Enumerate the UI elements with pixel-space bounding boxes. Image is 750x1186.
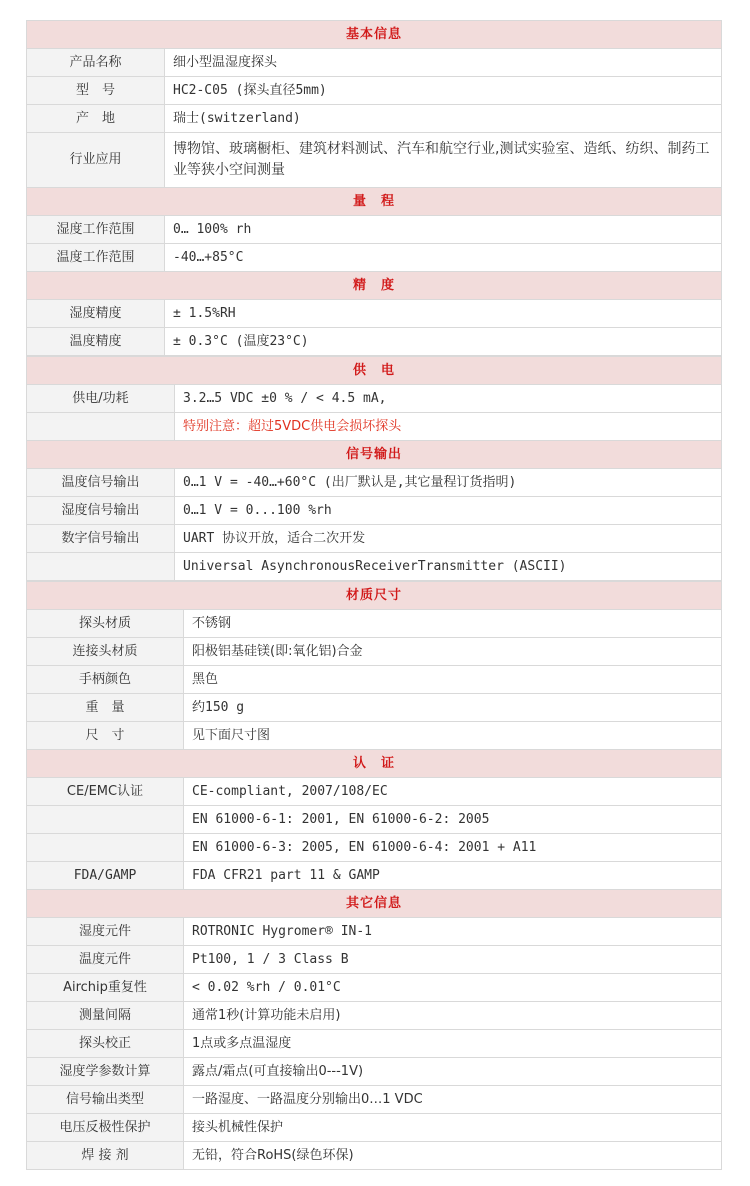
row-value: 细小型温湿度探头 (165, 49, 722, 77)
row-value: Pt100, 1 / 3 Class B (184, 946, 722, 974)
row-label-empty (27, 553, 175, 581)
row-label: CE/EMC认证 (27, 778, 184, 806)
table-row (27, 722, 722, 750)
table-row (27, 244, 722, 272)
row-value: 无铅，符合RoHS(绿色环保) (184, 1142, 722, 1170)
table-row (27, 77, 722, 105)
row-value: ± 0.3°C (温度23°C) (165, 328, 722, 356)
table-row (27, 974, 722, 1002)
row-label: 湿度信号输出 (27, 497, 175, 525)
table-row (27, 806, 722, 834)
row-value: 不锈钢 (184, 610, 722, 638)
table-row (27, 1030, 722, 1058)
table-row (27, 666, 722, 694)
row-label: 焊 接 剂 (27, 1142, 184, 1170)
table-row (27, 834, 722, 862)
row-value: 0… 100% rh (165, 216, 722, 244)
basic-info-table (26, 20, 722, 356)
row-label: 测量间隔 (27, 1002, 184, 1030)
table-row (27, 1002, 722, 1030)
table-row (27, 385, 722, 413)
row-label: Airchip重复性 (27, 974, 184, 1002)
section-title-power: 供 电 (27, 357, 722, 385)
row-label: 信号输出类型 (27, 1086, 184, 1114)
row-value: 阳极铝基硅镁(即:氧化铝)合金 (184, 638, 722, 666)
row-value: 1点或多点温湿度 (184, 1030, 722, 1058)
row-label: 重 量 (27, 694, 184, 722)
row-value: 黑色 (184, 666, 722, 694)
row-value: EN 61000-6-3: 2005, EN 61000-6-4: 2001 + A11 (184, 834, 722, 862)
row-label: 数字信号输出 (27, 525, 175, 553)
table-row (27, 778, 722, 806)
row-value: < 0.02 %rh / 0.01°C (184, 974, 722, 1002)
row-label: 产品名称 (27, 49, 165, 77)
table-row (27, 610, 722, 638)
row-label: 尺 寸 (27, 722, 184, 750)
row-label: 连接头材质 (27, 638, 184, 666)
table-row (27, 525, 722, 553)
table-row (27, 216, 722, 244)
row-label: 温度工作范围 (27, 244, 165, 272)
section-title-material: 材质尺寸 (27, 582, 722, 610)
row-value: UART 协议开放，适合二次开发 (175, 525, 722, 553)
table-row (27, 1058, 722, 1086)
power-signal-table (26, 356, 722, 581)
row-label: 湿度工作范围 (27, 216, 165, 244)
row-value: 接头机械性保护 (184, 1114, 722, 1142)
table-row (27, 1086, 722, 1114)
row-value: 见下面尺寸图 (184, 722, 722, 750)
row-value: 一路湿度、一路温度分别输出0…1 VDC (184, 1086, 722, 1114)
row-label: 探头校正 (27, 1030, 184, 1058)
table-row (27, 413, 722, 441)
row-value: EN 61000-6-1: 2001, EN 61000-6-2: 2005 (184, 806, 722, 834)
row-value: 瑞士(switzerland) (165, 105, 722, 133)
row-value: 3.2…5 VDC ±0 % / < 4.5 mA, (175, 385, 722, 413)
row-value: CE-compliant, 2007/108/EC (184, 778, 722, 806)
table-row (27, 694, 722, 722)
row-label-empty (27, 806, 184, 834)
table-row (27, 918, 722, 946)
spec-sheet (26, 20, 722, 1170)
table-row (27, 497, 722, 525)
row-label: 行业应用 (27, 133, 165, 188)
row-value: 约150 g (184, 694, 722, 722)
table-row (27, 862, 722, 890)
section-title-accuracy: 精 度 (27, 272, 722, 300)
table-row (27, 328, 722, 356)
row-label: 温度元件 (27, 946, 184, 974)
table-row (27, 1114, 722, 1142)
table-row (27, 300, 722, 328)
row-label: 手柄颜色 (27, 666, 184, 694)
row-label: 产 地 (27, 105, 165, 133)
row-value: 0…1 V = 0...100 %rh (175, 497, 722, 525)
table-row (27, 133, 722, 188)
section-title-range: 量 程 (27, 188, 722, 216)
row-label-empty (27, 834, 184, 862)
row-value: HC2-C05 (探头直径5mm) (165, 77, 722, 105)
table-row (27, 946, 722, 974)
row-value: -40…+85°C (165, 244, 722, 272)
row-value: 0…1 V = -40…+60°C (出厂默认是,其它量程订货指明) (175, 469, 722, 497)
row-label: 湿度精度 (27, 300, 165, 328)
row-label: 湿度元件 (27, 918, 184, 946)
table-row (27, 469, 722, 497)
material-cert-other-table (26, 581, 722, 1170)
row-value: 露点/霜点(可直接输出0---1V) (184, 1058, 722, 1086)
power-warning-text: 特别注意：超过5VDC供电会损坏探头 (175, 413, 722, 441)
row-label: 湿度学参数计算 (27, 1058, 184, 1086)
row-value: ROTRONIC Hygromer® IN-1 (184, 918, 722, 946)
row-value: 通常1秒(计算功能未启用) (184, 1002, 722, 1030)
row-label: FDA/GAMP (27, 862, 184, 890)
table-row (27, 1142, 722, 1170)
table-row (27, 553, 722, 581)
row-value: Universal AsynchronousReceiverTransmitter (ASCII) (175, 553, 722, 581)
row-label: 电压反极性保护 (27, 1114, 184, 1142)
row-value: 博物馆、玻璃橱柜、建筑材料测试、汽车和航空行业,测试实验室、造纸、纺织、制药工业等狭小空间测量 (165, 133, 722, 188)
row-label: 型 号 (27, 77, 165, 105)
row-value: ± 1.5%RH (165, 300, 722, 328)
row-label: 探头材质 (27, 610, 184, 638)
row-label: 供电/功耗 (27, 385, 175, 413)
table-row (27, 105, 722, 133)
table-row (27, 638, 722, 666)
row-label: 温度信号输出 (27, 469, 175, 497)
row-label: 温度精度 (27, 328, 165, 356)
row-label-empty (27, 413, 175, 441)
section-title-basic: 基本信息 (27, 21, 722, 49)
section-title-other: 其它信息 (27, 890, 722, 918)
row-value: FDA CFR21 part 11 & GAMP (184, 862, 722, 890)
table-row (27, 49, 722, 77)
section-title-cert: 认 证 (27, 750, 722, 778)
section-title-signal: 信号输出 (27, 441, 722, 469)
